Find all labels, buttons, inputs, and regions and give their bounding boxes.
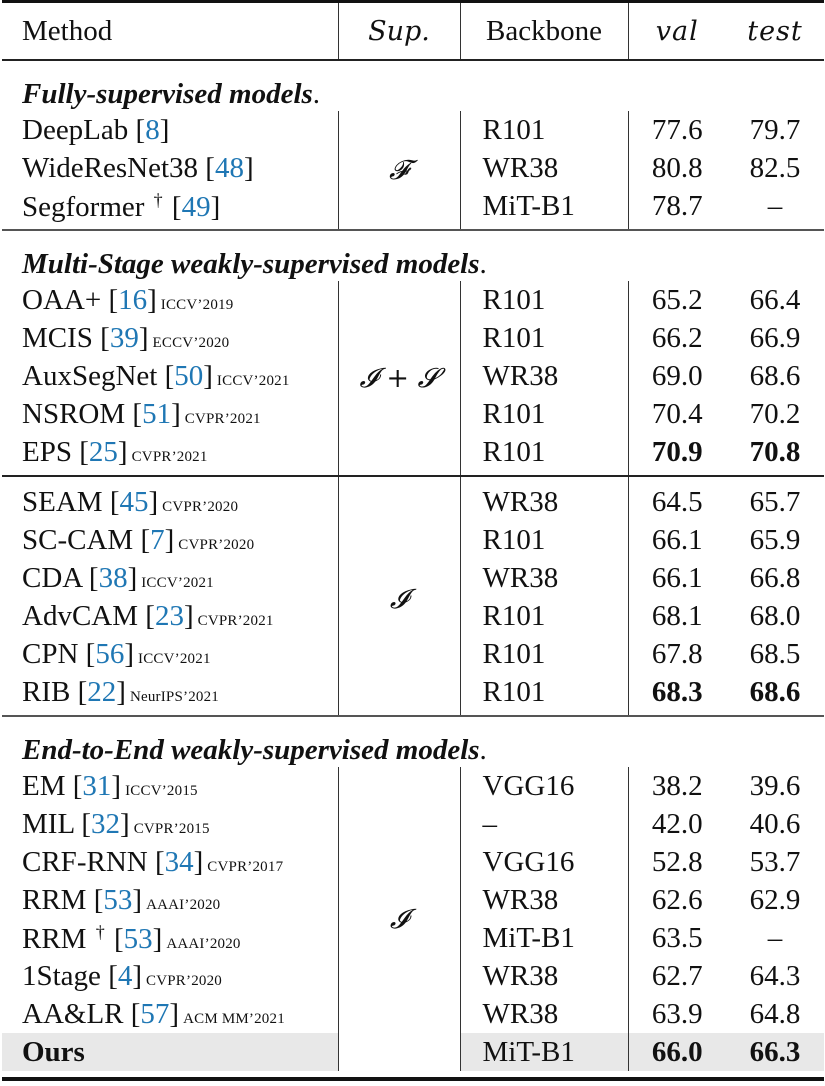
bracket: ]	[132, 883, 143, 916]
venue-label: AAAI’2020	[166, 935, 241, 952]
val-cell-ours: 66.0	[628, 1033, 726, 1071]
venue-label: ICCV’2021	[216, 372, 290, 389]
val-cell: 66.1	[628, 521, 726, 559]
bracket: ]	[171, 397, 181, 430]
venue-label: ICCV’2019	[160, 296, 234, 313]
citation-link[interactable]: 49	[181, 190, 211, 223]
header-backbone: Backbone	[460, 2, 628, 61]
venue-label: ACM MM’2021	[183, 1010, 285, 1027]
backbone-cell: MiT-B1	[460, 187, 628, 230]
bracket: [	[79, 435, 89, 468]
bracket: [	[108, 283, 119, 316]
method-name: MCIS	[22, 321, 93, 354]
section-title	[2, 716, 824, 767]
method-name: AdvCAM	[22, 599, 139, 632]
method-cell	[2, 635, 338, 673]
val-cell: 70.4	[628, 395, 726, 433]
val-cell: 66.1	[628, 559, 726, 597]
test-cell: 68.5	[749, 637, 801, 670]
method-cell	[2, 476, 338, 521]
backbone-cell: WR38	[460, 476, 628, 521]
test-cell: 70.2	[749, 397, 801, 430]
val-cell: 66.2	[628, 319, 726, 357]
method-cell	[2, 357, 338, 395]
method-cell	[2, 559, 338, 597]
bracket: [	[135, 113, 146, 146]
test-cell: –	[767, 921, 783, 954]
venue-label: CVPR’2020	[146, 972, 223, 989]
method-name: RRM	[22, 922, 87, 955]
table-row	[2, 111, 824, 149]
method-name: CPN	[22, 637, 79, 670]
bracket: [	[81, 807, 92, 840]
method-cell-ours: Ours	[2, 1033, 338, 1071]
venue-label: ECCV’2020	[152, 334, 230, 351]
method-cell	[2, 395, 338, 433]
bracket: [	[205, 151, 215, 184]
method-cell	[2, 995, 338, 1033]
venue-label: NeurIPS’2021	[129, 688, 219, 705]
test-cell: 79.7	[749, 113, 801, 146]
venue-label: CVPR’2020	[162, 498, 239, 515]
test-cell: 53.7	[749, 845, 801, 878]
supervision-cell	[338, 767, 460, 1071]
method-name: MIL	[22, 807, 75, 840]
method-name: SC-CAM	[22, 523, 134, 556]
citation-link[interactable]: 34	[164, 845, 194, 878]
test-cell: 65.9	[749, 523, 801, 556]
method-cell	[2, 521, 338, 559]
method-name: AuxSegNet	[22, 359, 158, 392]
section-title	[2, 230, 824, 281]
venue-label: CVPR’2021	[131, 448, 208, 465]
bracket: [	[77, 675, 88, 708]
bracket: ]	[164, 523, 175, 556]
bracket: [	[130, 997, 141, 1030]
bracket: ]	[132, 959, 143, 992]
citation-link[interactable]: 51	[142, 397, 172, 430]
citation-link[interactable]: 32	[91, 807, 121, 840]
citation-link[interactable]: 45	[119, 485, 149, 518]
method-name: CDA	[22, 561, 82, 594]
test-cell: 62.9	[749, 883, 801, 916]
citation-link[interactable]: 31	[82, 769, 112, 802]
bracket: ]	[152, 922, 163, 955]
citation-link[interactable]: 8	[145, 113, 160, 146]
bracket: ]	[124, 637, 135, 670]
bracket: ]	[193, 845, 204, 878]
section-multi-stage	[2, 230, 824, 281]
test-cell: 66.4	[749, 283, 801, 316]
period: .	[312, 78, 321, 110]
method-name: EM	[22, 769, 66, 802]
method-cell	[2, 187, 338, 230]
backbone-cell: MiT-B1	[460, 919, 628, 957]
val-cell: 80.8	[628, 149, 726, 187]
dagger-mark: †	[153, 189, 163, 210]
bracket: ]	[116, 675, 126, 708]
val-cell-best: 68.3	[628, 673, 726, 716]
bracket: ]	[159, 113, 170, 146]
bracket: [	[145, 599, 155, 632]
method-cell	[2, 843, 338, 881]
val-cell: 77.6	[628, 111, 726, 149]
citation-link[interactable]: 56	[95, 637, 125, 670]
method-name: 1Stage	[22, 959, 101, 992]
dagger-mark: †	[95, 921, 105, 942]
bracket: [	[100, 321, 110, 354]
section-title-text: Fully-supervised models	[22, 78, 313, 110]
method-name: RRM	[22, 883, 87, 916]
backbone-cell: R101	[460, 111, 628, 149]
val-cell: 65.2	[628, 281, 726, 319]
val-cell: 62.6	[628, 881, 726, 919]
val-cell: 42.0	[628, 805, 726, 843]
bracket: [	[113, 922, 124, 955]
val-cell: 69.0	[628, 357, 726, 395]
header-method: Method	[2, 2, 338, 61]
venue-label: CVPR’2021	[197, 612, 274, 629]
section-title-text: Multi-Stage weakly-supervised models	[22, 248, 480, 280]
table-row	[2, 476, 824, 521]
table-row	[2, 281, 824, 319]
bracket: [	[109, 485, 120, 518]
bracket: ]	[117, 435, 128, 468]
bracket: [	[85, 637, 96, 670]
venue-label: CVPR’2015	[133, 820, 210, 837]
bracket: ]	[111, 769, 122, 802]
method-cell	[2, 957, 338, 995]
supervision-cell	[338, 476, 460, 716]
supervision-cell	[338, 281, 460, 476]
test-cell: 82.5	[749, 151, 801, 184]
section-fully-supervised	[2, 60, 824, 111]
bracket: [	[140, 523, 151, 556]
citation-link[interactable]: 4	[117, 959, 133, 992]
venue-label: CVPR’2021	[184, 410, 261, 427]
test-cell: 68.0	[749, 599, 801, 632]
method-name: WideResNet38	[22, 151, 199, 184]
method-name: RIB	[22, 675, 71, 708]
bracket: [	[72, 769, 83, 802]
backbone-cell: R101	[460, 597, 628, 635]
citation-link[interactable]: 48	[214, 151, 244, 184]
test-cell-best: 68.6	[749, 675, 801, 708]
backbone-cell: R101	[460, 635, 628, 673]
method-name: CRF-RNN	[22, 845, 148, 878]
header-val-label: val	[655, 15, 699, 47]
bracket: [	[108, 959, 118, 992]
results-table	[2, 0, 824, 1081]
val-cell: 67.8	[628, 635, 726, 673]
bottom-rule-line	[2, 1071, 824, 1079]
citation-link[interactable]: 22	[87, 675, 117, 708]
backbone-cell: MiT-B1	[460, 1033, 628, 1071]
supervision-symbol: 𝓘	[389, 583, 409, 615]
method-cell	[2, 919, 338, 957]
test-cell: 64.8	[749, 997, 801, 1030]
venue-label: CVPR’2017	[207, 858, 284, 875]
bracket: [	[93, 883, 104, 916]
header-val	[628, 2, 726, 61]
backbone-cell: VGG16	[460, 843, 628, 881]
test-cell: 68.6	[749, 359, 801, 392]
header-sup-label: Sup.	[368, 15, 430, 47]
citation-link[interactable]: 38	[98, 561, 128, 594]
val-cell: 78.7	[628, 187, 726, 230]
bracket: ]	[210, 190, 221, 223]
header-row	[2, 2, 824, 61]
test-cell-best: 70.8	[749, 435, 801, 468]
citation-link[interactable]: 25	[88, 435, 118, 468]
method-name: OAA+	[22, 283, 102, 316]
supervision-symbol: 𝓕	[389, 154, 409, 186]
citation-link[interactable]: 50	[174, 359, 204, 392]
method-name: SEAM	[22, 485, 103, 518]
supervision-symbol: 𝓘	[389, 903, 409, 935]
val-cell: 64.5	[628, 476, 726, 521]
method-name: NSROM	[22, 397, 126, 430]
method-cell	[2, 805, 338, 843]
bracket: ]	[138, 321, 149, 354]
citation-link[interactable]: 39	[109, 321, 139, 354]
section-end-to-end	[2, 716, 824, 767]
header-test-label: test	[747, 15, 803, 47]
period: .	[479, 248, 487, 280]
header-test	[726, 2, 824, 61]
bracket: ]	[183, 599, 194, 632]
method-cell	[2, 281, 338, 319]
supervision-cell	[338, 111, 460, 230]
val-cell: 52.8	[628, 843, 726, 881]
test-cell: 66.9	[749, 321, 801, 354]
backbone-cell: R101	[460, 319, 628, 357]
citation-link[interactable]: 53	[123, 922, 153, 955]
backbone-cell: WR38	[460, 995, 628, 1033]
venue-label: CVPR’2020	[178, 536, 255, 553]
bracket: ]	[120, 807, 130, 840]
backbone-cell: WR38	[460, 881, 628, 919]
method-cell	[2, 319, 338, 357]
bracket: [	[88, 561, 99, 594]
method-cell	[2, 149, 338, 187]
backbone-cell: R101	[460, 281, 628, 319]
section-title-text: End-to-End weakly-supervised models	[22, 734, 480, 766]
citation-link[interactable]: 16	[118, 283, 148, 316]
header-sup	[338, 2, 460, 61]
citation-link[interactable]: 53	[103, 883, 133, 916]
val-cell-best: 70.9	[628, 433, 726, 476]
method-cell	[2, 881, 338, 919]
backbone-cell: WR38	[460, 957, 628, 995]
val-cell: 62.7	[628, 957, 726, 995]
test-cell: 64.3	[749, 959, 801, 992]
backbone-cell: WR38	[460, 149, 628, 187]
test-cell: –	[767, 189, 783, 222]
bracket: [	[164, 359, 175, 392]
backbone-cell: –	[460, 805, 628, 843]
table-row	[2, 767, 824, 805]
backbone-cell: WR38	[460, 357, 628, 395]
val-cell: 38.2	[628, 767, 726, 805]
citation-link[interactable]: 7	[150, 523, 165, 556]
val-cell: 63.9	[628, 995, 726, 1033]
backbone-cell: R101	[460, 673, 628, 716]
test-cell: 40.6	[749, 807, 801, 840]
section-title	[2, 60, 824, 111]
val-cell: 68.1	[628, 597, 726, 635]
method-name: DeepLab	[22, 113, 129, 146]
bracket: ]	[127, 561, 138, 594]
method-name: AA&LR	[22, 997, 124, 1030]
method-name: EPS	[22, 435, 72, 468]
test-cell-ours: 66.3	[726, 1033, 824, 1071]
citation-link[interactable]: 23	[154, 599, 184, 632]
method-name: Segformer	[22, 190, 145, 223]
method-cell	[2, 597, 338, 635]
bracket: ]	[147, 283, 157, 316]
venue-label: ICCV’2021	[141, 574, 214, 591]
backbone-cell: R101	[460, 521, 628, 559]
bracket: ]	[169, 997, 180, 1030]
venue-label: ICCV’2021	[138, 650, 211, 667]
method-cell	[2, 767, 338, 805]
venue-label: AAAI’2020	[146, 896, 221, 913]
bracket: ]	[148, 485, 159, 518]
test-cell: 39.6	[749, 769, 801, 802]
bottom-rule	[2, 1071, 824, 1079]
bracket: [	[171, 190, 182, 223]
period: .	[479, 734, 487, 766]
supervision-symbol: 𝓘 + 𝓢	[359, 362, 439, 394]
venue-label: ICCV’2015	[125, 782, 198, 799]
bracket: ]	[203, 359, 213, 392]
test-cell: 66.8	[749, 561, 801, 594]
method-cell	[2, 111, 338, 149]
backbone-cell: R101	[460, 395, 628, 433]
bracket: [	[132, 397, 143, 430]
method-cell	[2, 673, 338, 716]
test-cell: 65.7	[726, 476, 824, 521]
method-cell	[2, 433, 338, 476]
backbone-cell: WR38	[460, 559, 628, 597]
citation-link[interactable]: 57	[140, 997, 170, 1030]
bracket: ]	[243, 151, 254, 184]
backbone-cell: R101	[460, 433, 628, 476]
bracket: [	[154, 845, 165, 878]
backbone-cell: VGG16	[460, 767, 628, 805]
val-cell: 63.5	[628, 919, 726, 957]
